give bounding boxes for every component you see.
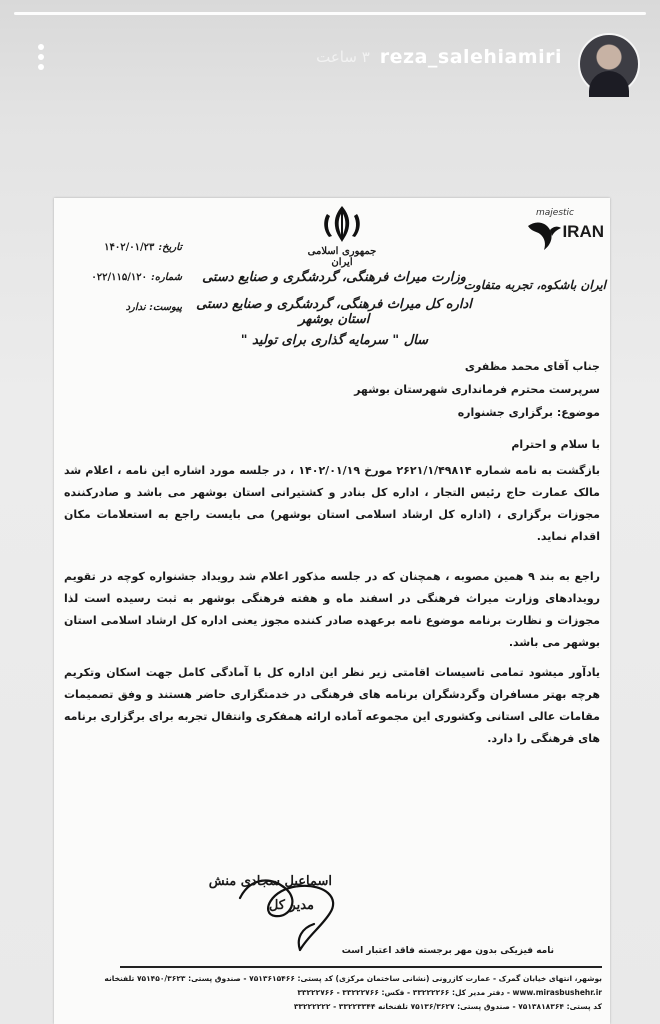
- letter-date: تاریخ:۱۴۰۲/۰۱/۲۳: [104, 242, 182, 253]
- letter-number: شماره:۰۲۲/۱۱۵/۱۲۰: [91, 272, 182, 283]
- avatar[interactable]: [578, 33, 640, 95]
- brand-small-text: majestic: [536, 208, 574, 218]
- brand-big-text: IRAN: [562, 222, 604, 241]
- brand-caption: ایران باشکوه، تجربه متفاوت: [463, 278, 606, 292]
- emblem: [302, 204, 382, 268]
- story-user[interactable]: [316, 46, 562, 68]
- ministry-heading: [184, 270, 484, 348]
- footer-line-1: بوشهر، انتهای خیابان گمرک - عمارت کازرونی (نشانی ساختمان مرکزی) کد پستی: ۷۵۱۳۶۱۵۴۶۶ - صندوق پستی: ۷۵۱۴۵۰/۳۶۲۳ تلفنخانه: [104, 974, 602, 983]
- signer-title: مدیر کل: [268, 898, 314, 913]
- greeting: با سلام و احترام: [511, 438, 600, 451]
- paragraph-2: راجع به بند ۹ همین مصوبه ، همچنان که در جلسه مذکور اعلام شد رویداد جشنواره کوچه در تقویم رویدادهای وزارت میراث فرهنگی در اسفند ماه و هفته فرهنگی بوشهر به ثبت رسیده است لذا مجوزات و نظارت برنامه موضوع نامه برعهده صادر کننده مجوز یعنی اداره کل ارشاد اسلامی استان بوشهر می باشد.: [64, 570, 600, 649]
- ministry-line-2: اداره کل میراث فرهنگی، گردشگری و صنایع دستی استان بوشهر: [196, 297, 472, 327]
- recipient-title: سرپرست محترم فرمانداری شهرستان بوشهر: [354, 383, 600, 396]
- majestic-iran-logo: [526, 208, 604, 266]
- story-progress-bar: [14, 12, 646, 15]
- letter-subject: موضوع: برگزاری جشنواره: [457, 406, 600, 419]
- story-username[interactable]: reza_salehiamiri: [379, 46, 562, 68]
- footer-line-2: www.mirasbushehr.ir - دفتر مدیر کل: ۳۳۲۲۲۲۶۶ - فکس: ۳۳۲۲۲۷۶۶ - ۳۳۲۲۲۷۶۶: [297, 988, 602, 997]
- letter-image: [54, 198, 610, 1024]
- story-time: ۳ ساعت: [316, 48, 370, 66]
- recipient-name: جناب آقای محمد مظفری: [464, 360, 600, 373]
- letter-footer: [104, 966, 602, 1014]
- letter-attachment: پیوست: ندارد: [125, 302, 182, 313]
- emblem-caption: جمهوری اسلامی ایران: [307, 246, 377, 268]
- bird-logo-icon: [526, 216, 562, 256]
- validity-note: نامه فیزیکی بدون مهر برجسته فاقد اعتبار است: [341, 946, 554, 956]
- more-options-icon[interactable]: [36, 44, 46, 74]
- footer-line-3: کد پستی: ۷۵۱۳۸۱۸۳۶۴ - صندوق پستی: ۷۵۱۳۶/۳۶۲۷ تلفنخانه ۳۳۲۲۳۳۴۴ - ۳۳۲۲۲۲۲۲: [293, 1002, 602, 1011]
- iran-emblem-icon: [320, 204, 364, 244]
- paragraph-3: یادآور میشود تمامی تاسیسات اقامتی زیر نظر این اداره کل با آمادگی کامل جهت اسکان وتکریم هرچه بهتر مسافران وگردشگران برنامه های فرهنگی در خدمتگزاری حاضر هستند و وفق تصمیمات مقامات عالی استانی وکشوری این مجموعه آماده ارائه همفکری وانتقال تجربه برای برگزاری برنامه های فرهنگی را دارد.: [64, 666, 600, 745]
- ministry-line-1: وزارت میراث فرهنگی، گردشگری و صنایع دستی: [202, 270, 466, 285]
- story-header: [0, 0, 660, 120]
- recipient-block: [64, 360, 600, 429]
- year-slogan: سال " سرمایه گذاری برای تولید ": [240, 333, 428, 348]
- signer-name: اسماعیل سجادی منش: [208, 874, 332, 889]
- letter-meta: [62, 242, 182, 332]
- paragraph-1: بازگشت به نامه شماره ۲۶۲۱/۱/۴۹۸۱۴ مورخ ۱۴۰۲/۰۱/۱۹ ، در جلسه مورد اشاره این نامه ، اعلام شد مالک عمارت حاج رئیس التجار ، اداره کل بنادر و کشتیرانی استان بوشهر می باشد و صادرکننده مجوزات برگزاری ، (اداره کل ارشاد اسلامی استان بوشهر) می بایست راجع به استعلامات مکان اقدام نماید.: [64, 464, 600, 543]
